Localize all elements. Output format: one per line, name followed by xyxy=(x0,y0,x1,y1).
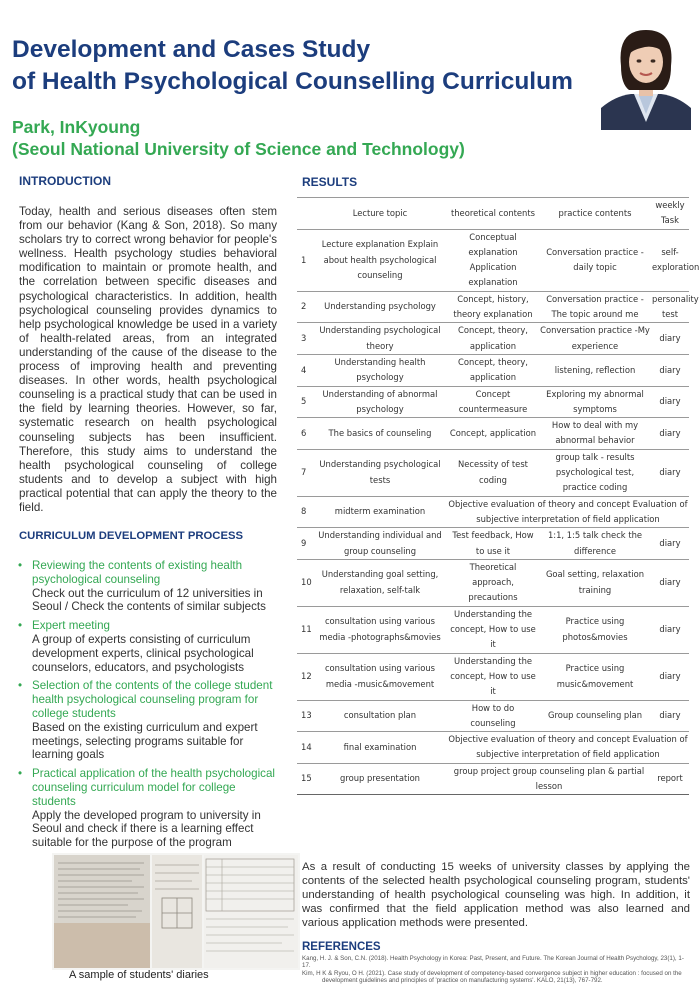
table-cell-week: 13 xyxy=(297,700,313,732)
bullet-icon: • xyxy=(18,559,23,572)
curriculum-item xyxy=(17,679,279,762)
diary-caption: A sample of students' diaries xyxy=(69,969,209,981)
table-cell: report xyxy=(651,763,689,795)
table-cell: The basics of counseling xyxy=(313,418,447,450)
table-cell: diary xyxy=(651,528,689,560)
author-affiliation: (Seoul National University of Science and Technology) xyxy=(12,139,465,159)
table-cell: diary xyxy=(651,606,689,653)
table-cell: Lecture explanation Explain about health psychological counseling xyxy=(313,229,447,291)
title-line-1: Development and Cases Study xyxy=(12,36,371,63)
table-row xyxy=(297,700,689,732)
curriculum-table xyxy=(297,197,700,795)
introduction-text: Today, health and serious diseases often stem from our behavior (Kang & Son, 2018). So many scholars try to correct wrong behavior for people's wellness. Health psychology studies behavioral modification to maintain or promote health, and the correlation between specific diseases and psychological characteristics. In addition, health psychological counseling provides dynamics to help psychological knowledge be used in a variety of health-related areas, from an integrated understanding of the cause of the disease to the process of improving health and preventing diseases. In other words, health psychological counseling is a practical study that can be used in the field by learning theories. However, so far, systematic research on health psychological counseling subjects has been insufficient. Therefore, this study aims to understand the health psychological counseling of college students and to develop a subject with high practical potential that can apply the theory to the field. xyxy=(19,205,277,514)
table-cell-week: 5 xyxy=(297,386,313,418)
table-cell: diary xyxy=(651,700,689,732)
table-row xyxy=(297,559,689,606)
table-cell: Understanding psychological tests xyxy=(313,449,447,496)
table-cell: midterm examination xyxy=(313,496,447,528)
table-cell: Exploring my abnormal symptoms xyxy=(539,386,651,418)
bullet-icon: • xyxy=(18,679,23,693)
table-cell: Understanding psychology xyxy=(313,291,447,323)
column-header: weekly Task xyxy=(651,198,689,230)
table-header-row xyxy=(297,198,689,230)
table-cell: consultation using various media -photographs&movies xyxy=(313,606,447,653)
table-cell: Understanding health psychology xyxy=(313,354,447,386)
table-cell-week: 2 xyxy=(297,291,313,323)
table-cell: diary xyxy=(651,449,689,496)
table-cell: Conversation practice -daily topic xyxy=(539,229,651,291)
curriculum-item-head: Selection of the contents of the college student health psychological counseling program for college students xyxy=(32,679,273,720)
table-row xyxy=(297,449,689,496)
curriculum-list xyxy=(17,559,279,855)
author-block xyxy=(12,116,465,160)
table-cell-span: Objective evaluation of theory and concept Evaluation of subjective interpretation of field application xyxy=(447,496,689,528)
table-row xyxy=(297,229,689,291)
column-header-number xyxy=(297,198,313,230)
table-cell: Understanding the concept, How to use it xyxy=(447,653,539,700)
table-row xyxy=(297,653,689,700)
table-cell: How to do counseling xyxy=(447,700,539,732)
table-cell-span: Objective evaluation of theory and concept Evaluation of subjective interpretation of field application xyxy=(447,732,689,764)
table-cell-week: 9 xyxy=(297,528,313,560)
poster-title xyxy=(12,34,602,98)
table-cell: Conversation practice -The topic around me xyxy=(539,291,651,323)
table-cell: diary xyxy=(651,323,689,355)
curriculum-item-desc: Apply the developed program to university in Seoul and check if there is a learning effect suitable for the purpose of the program xyxy=(32,808,261,850)
diary-page-middle xyxy=(152,855,202,968)
author-photo xyxy=(601,22,691,130)
reference-item: Kim, H K & Ryou, O H. (2021). Case study of development of competency-based convergence subject in higher education : focused on the xyxy=(302,969,682,977)
table-cell: Concept, application xyxy=(447,418,539,450)
curriculum-heading: CURRICULUM DEVELOPMENT PROCESS xyxy=(19,530,244,542)
table-cell: group presentation xyxy=(313,763,447,795)
curriculum-item-desc: A group of experts consisting of curriculum development experts, clinical psychological counselors, educators, and psychologists xyxy=(32,632,254,674)
table-cell: consultation plan xyxy=(313,700,447,732)
table-cell-week: 12 xyxy=(297,653,313,700)
introduction-heading: INTRODUCTION xyxy=(19,174,111,188)
table-cell-week: 15 xyxy=(297,763,313,795)
table-cell: diary xyxy=(651,386,689,418)
table-cell: Understanding the concept, How to use it xyxy=(447,606,539,653)
table-cell: Practice using music&movement xyxy=(539,653,651,700)
table-cell: diary xyxy=(651,354,689,386)
table-row xyxy=(297,732,689,764)
table-cell: How to deal with my abnormal behavior xyxy=(539,418,651,450)
references-list xyxy=(302,955,690,985)
table-cell: listening, reflection xyxy=(539,354,651,386)
curriculum-item xyxy=(17,559,279,614)
table-cell: Concept, theory, application xyxy=(447,323,539,355)
table-cell: Theoretical approach, precautions xyxy=(447,559,539,606)
diary-sample-image xyxy=(52,853,300,970)
table-cell: final examination xyxy=(313,732,447,764)
table-cell-week: 3 xyxy=(297,323,313,355)
table-row xyxy=(297,354,689,386)
table-cell: Understanding of abnormal psychology xyxy=(313,386,447,418)
table-cell: Practice using photos&movies xyxy=(539,606,651,653)
curriculum-item-head: Expert meeting xyxy=(32,619,110,633)
curriculum-item-head: Reviewing the contents of existing health psychological counseling xyxy=(32,559,243,586)
table-cell: personality test xyxy=(651,291,689,323)
table-row xyxy=(297,323,689,355)
curriculum-item-head: Practical application of the health psychological counseling curriculum model for college students xyxy=(32,767,275,808)
title-line-2: of Health Psychological Counselling Curriculum xyxy=(12,68,573,95)
table-cell: diary xyxy=(651,653,689,700)
table-row xyxy=(297,386,689,418)
table-cell: Understanding individual and group counseling xyxy=(313,528,447,560)
results-heading: RESULTS xyxy=(302,175,358,189)
table-cell-week: 10 xyxy=(297,559,313,606)
table-cell: Concept, history, theory explanation xyxy=(447,291,539,323)
reference-item: Kang, H. J. & Son, C.N. (2018). Health Psychology in Korea: Past, Present, and Future. The Korean Journal of Health Psychology, 23(1), 1-17. xyxy=(302,955,684,970)
table-cell: Understanding psychological theory xyxy=(313,323,447,355)
table-cell: Conceptual explanation Application explanation xyxy=(447,229,539,291)
table-row xyxy=(297,291,689,323)
table-cell-week: 11 xyxy=(297,606,313,653)
table-row xyxy=(297,528,689,560)
table-cell-week: 1 xyxy=(297,229,313,291)
table-cell: diary xyxy=(651,559,689,606)
bullet-icon: • xyxy=(18,619,23,633)
table-row xyxy=(297,418,689,450)
table-row xyxy=(297,763,689,795)
column-header: practice contents xyxy=(539,198,651,230)
table-cell: consultation using various media -music&movement xyxy=(313,653,447,700)
table-cell: Test feedback, How to use it xyxy=(447,528,539,560)
table-cell-week: 8 xyxy=(297,496,313,528)
table-cell: Concept countermeasure xyxy=(447,386,539,418)
reference-item-continued: development guidelines and principles of 'practice on manufacturing systems'. KALO, 21(13), 767-792. xyxy=(322,977,603,985)
author-name: Park, InKyoung xyxy=(12,117,141,137)
column-header: theoretical contents xyxy=(447,198,539,230)
curriculum-item-desc: Based on the existing curriculum and expert meetings, selecting programs suitable for learning goals xyxy=(32,720,258,762)
table-cell: Concept, theory, application xyxy=(447,354,539,386)
table-cell-week: 4 xyxy=(297,354,313,386)
diary-page-left xyxy=(54,855,150,968)
table-cell: Understanding goal setting, relaxation, self-talk xyxy=(313,559,447,606)
references-heading: REFERENCES xyxy=(302,941,381,953)
table-cell: Group counseling plan xyxy=(539,700,651,732)
table-cell: self-exploration xyxy=(651,229,689,291)
curriculum-item xyxy=(17,767,279,850)
table-cell: Goal setting, relaxation training xyxy=(539,559,651,606)
table-cell-week: 7 xyxy=(297,449,313,496)
table-row xyxy=(297,606,689,653)
table-cell: group talk - results psychological test, practice coding xyxy=(539,449,651,496)
bullet-icon: • xyxy=(18,767,23,781)
table-cell-week: 6 xyxy=(297,418,313,450)
table-cell: 1:1, 1:5 talk check the difference xyxy=(539,528,651,560)
curriculum-item-desc: Check out the curriculum of 12 universities in Seoul / Check the contents of similar subjects xyxy=(32,586,266,614)
column-header: Lecture topic xyxy=(313,198,447,230)
results-summary: As a result of conducting 15 weeks of university classes by applying the contents of the selected health psychological counseling program, students' understanding of health psychological counseling was high. In addition, it was confirmed that the field application method was also learned and various application methods were presented. xyxy=(302,861,690,930)
table-cell: Necessity of test coding xyxy=(447,449,539,496)
diary-page-right xyxy=(204,855,298,968)
table-row xyxy=(297,496,689,528)
table-cell: Conversation practice -My experience xyxy=(539,323,651,355)
curriculum-item xyxy=(17,619,279,674)
table-cell-week: 14 xyxy=(297,732,313,764)
table-cell: diary xyxy=(651,418,689,450)
table-cell-span: group project group counseling plan & partial lesson xyxy=(447,763,651,795)
